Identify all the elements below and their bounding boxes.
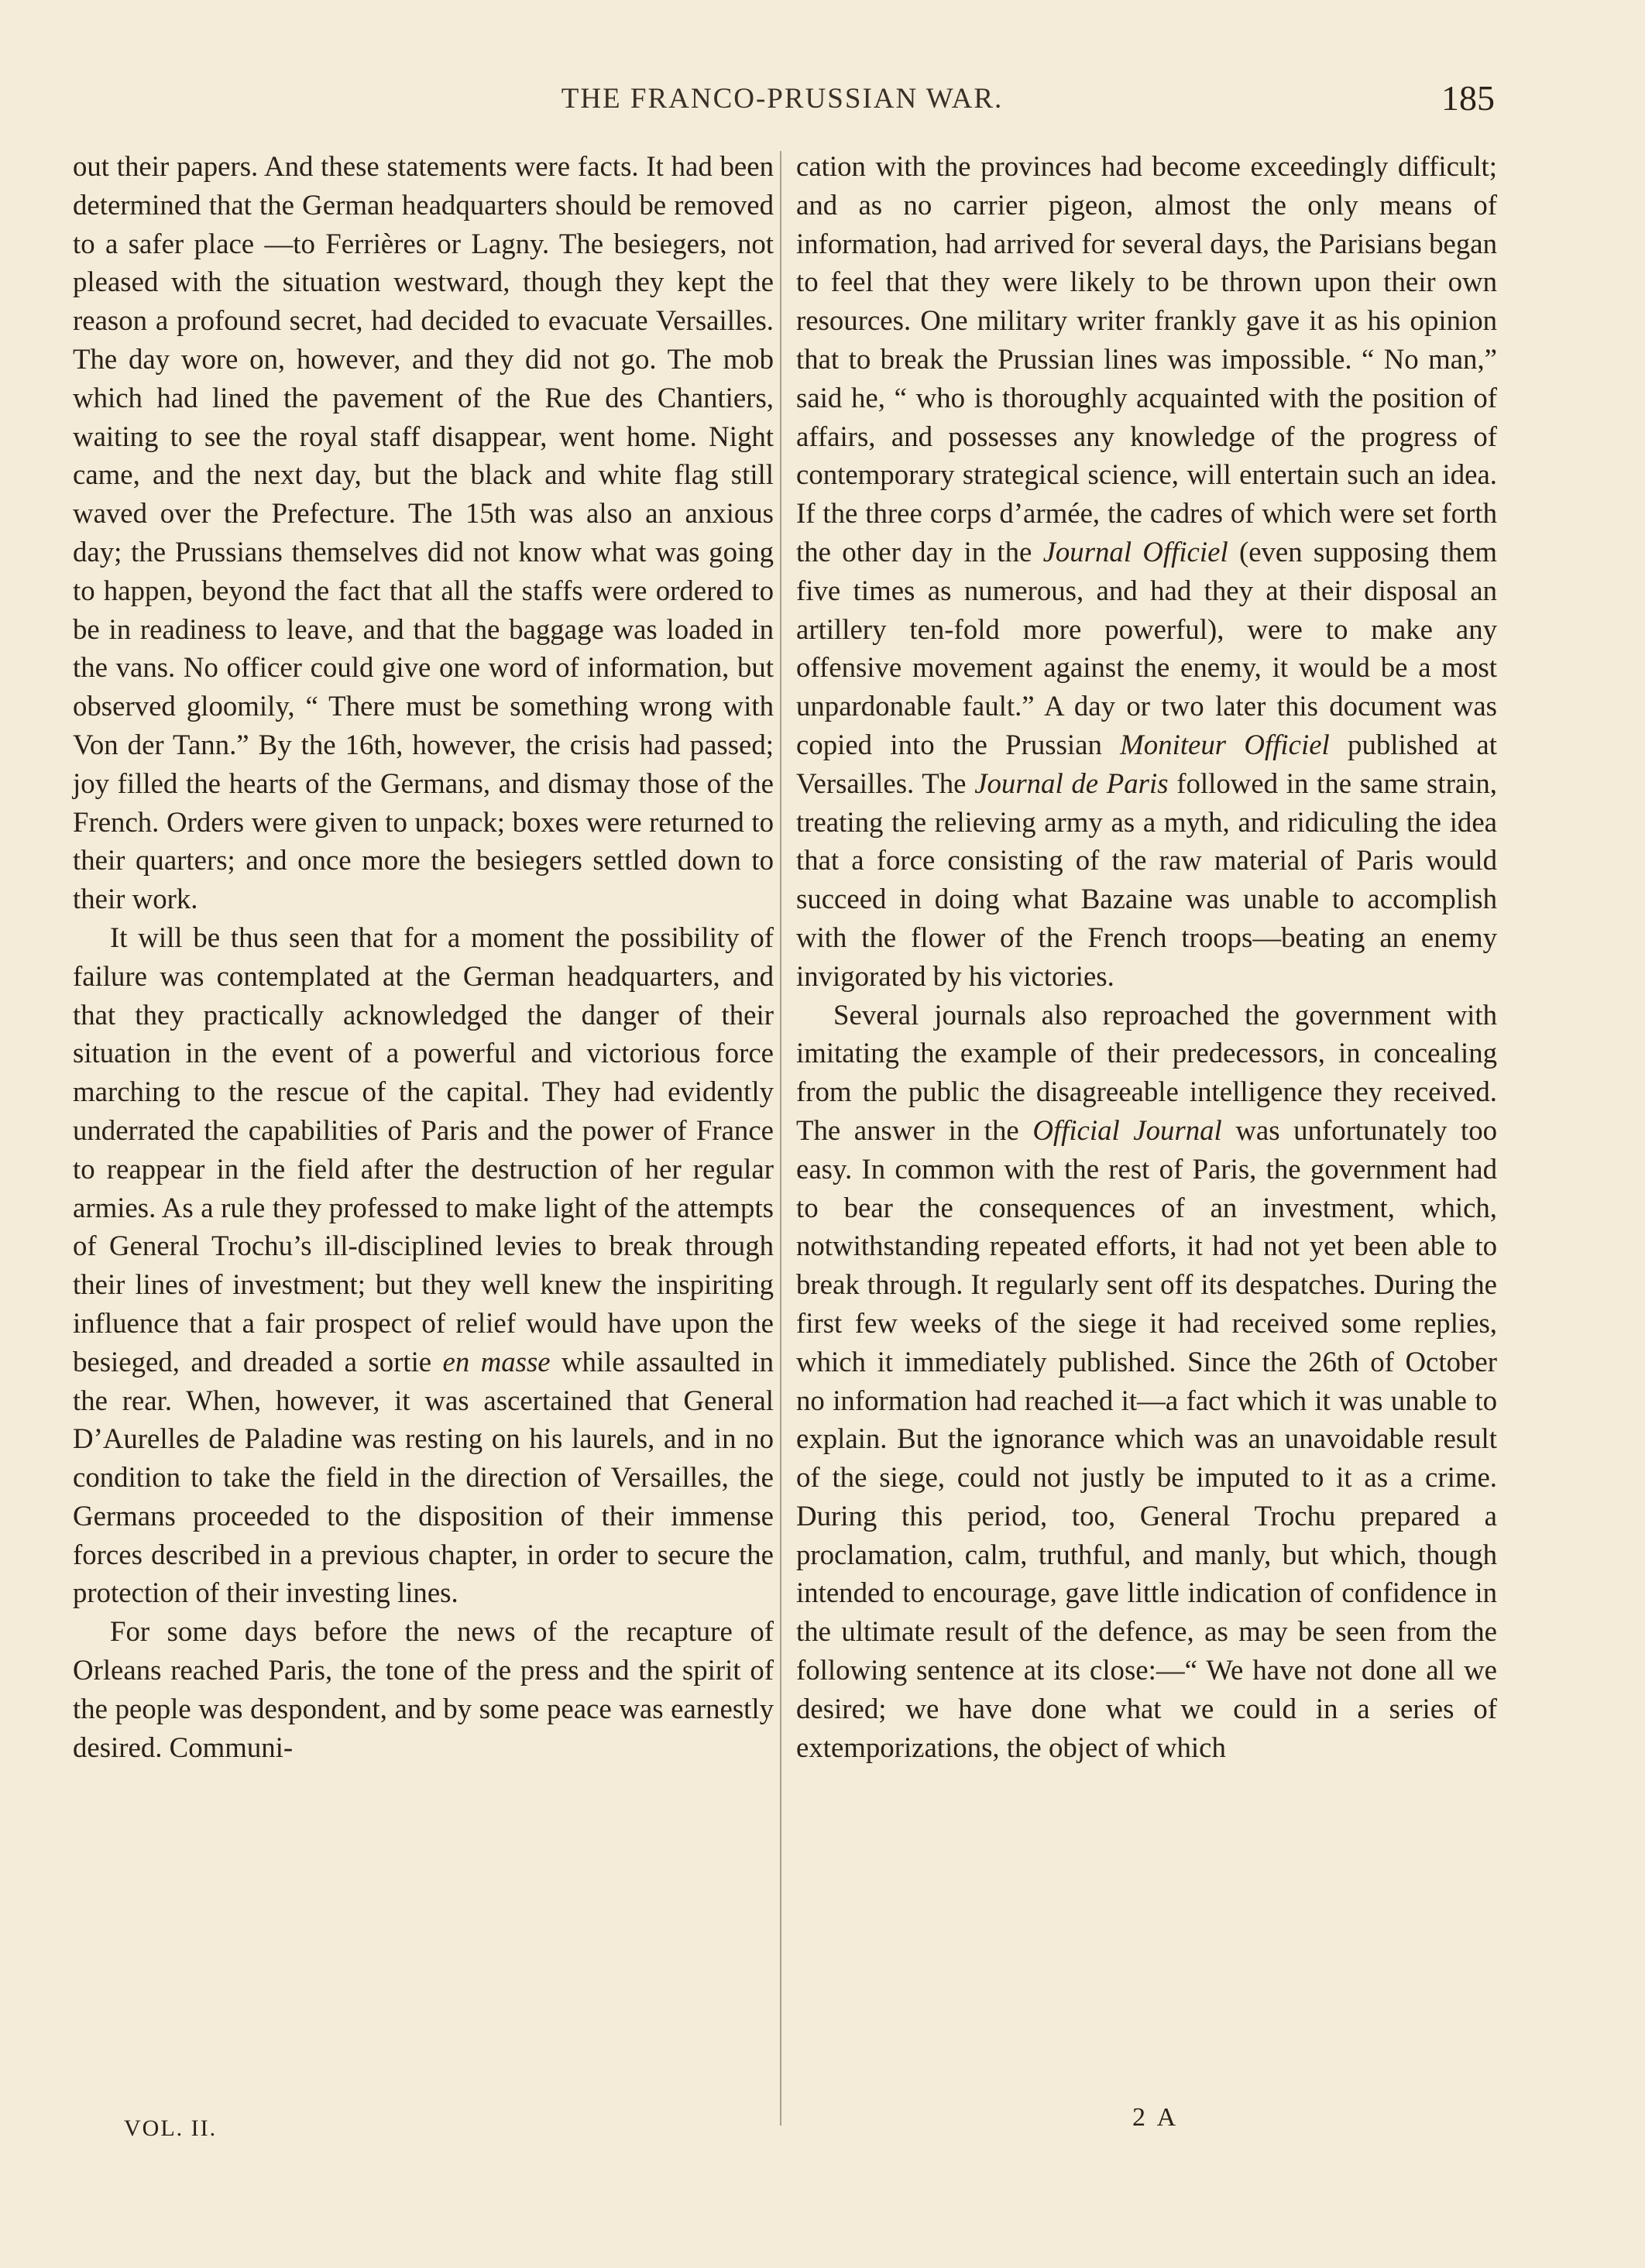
left-paragraph-2 (73, 918, 774, 1612)
running-head (70, 77, 1495, 124)
right-paragraph-1-emphasis-3: Journal de Paris (974, 767, 1169, 799)
right-paragraph-2-text-a: Several journals also reproached the government with imitating the example of their predecessors, in concealing from the public the disagreeable intelligence they received. The answer in the (796, 998, 1497, 1146)
right-paragraph-2-emphasis: Official Journal (1032, 1113, 1222, 1146)
right-column (796, 147, 1497, 1766)
left-paragraph-2-text-a: It will be thus seen that for a moment the possibility of failure was contemplated at the German headquarters, and that they practically acknowledged the danger of their situation in the event of a powerful and victorious force marching to the rescue of the capital. They had evidently underrated the capabilities of Paris and the power of France to reappear in the field after the destruction of her regular armies. As a rule they professed to make light of the attempts of General Trochu’s ill-disciplined levies to break through their lines of investment; but they well knew the inspiriting influence that a fair prospect of relief would have upon the besieged, and dreaded a sortie (73, 921, 774, 1378)
running-title: THE FRANCO-PRUSSIAN WAR. (561, 83, 1004, 115)
right-paragraph-1-emphasis-1: Journal Officiel (1042, 535, 1228, 568)
page-number: 185 (1441, 78, 1495, 118)
right-paragraph-2 (796, 996, 1497, 1767)
left-paragraph-2-text-b: while assaulted in the rear. When, however, it was ascertained that General D’Aurelles de Paladine was resting on his laurels, and in no condition to take the field in the direction of Versailles, the Germans proceeded to the disposition of their immense forces described in a previous chapter, in order to secure the protection of their investing lines. (73, 1345, 774, 1609)
right-paragraph-1-text-a: cation with the provinces had become exceedingly difficult; and as no carrier pigeon, almost the only means of information, had arrived for several days, the Parisians began to feel that they were likely to be thrown upon their own resources. One military writer frankly gave it as his opinion that to break the Prussian lines was impossible. “ No man,” said he, “ who is thoroughly acquainted with the position of affairs, and possesses any knowledge of the progress of contemporary strategical science, will entertain such an idea. If the three corps d’armée, the cadres of which were set forth the other day in the (796, 150, 1497, 568)
column-divider (780, 151, 781, 2126)
left-column (73, 147, 774, 1766)
right-paragraph-1-text-d: followed in the same strain, treating the relieving army as a myth, and ridiculing the idea that a force consisting of the raw material of Paris would succeed in doing what Bazaine was unable to accomplish with the flower of the French troops—beating an enemy invigorated by his victories. (796, 767, 1497, 992)
left-paragraph-3: For some days before the news of the recapture of Orleans reached Paris, the tone of the press and the spirit of the people was despondent, and by some peace was earnestly desired. Communi- (73, 1615, 774, 1763)
right-paragraph-1 (796, 147, 1497, 996)
right-paragraph-1-emphasis-2: Moniteur Officiel (1120, 728, 1330, 760)
signature-mark: 2 A (1132, 2103, 1180, 2132)
volume-footer: VOL. II. (124, 2115, 218, 2141)
right-paragraph-1-text-b: (even supposing them five times as numerous, and had they at their disposal an artillery ten-fold more powerful), were to make any offensive movement against the enemy, it would be a most unpardonable fault.” A day or two later this document was copied into the Prussian (796, 535, 1498, 760)
left-paragraph-2-emphasis: en masse (442, 1345, 551, 1378)
right-paragraph-2-text-b: was unfortunately too easy. In common with the rest of Paris, the government had to bear the consequences of an investment, which, notwithstanding repeated efforts, it had not yet been able to break through. It regularly sent off its despatches. During the first few weeks of the siege it had received some replies, which it immediately published. Since the 26th of October no information had reached it—a fact which it was unable to explain. But the ignorance which was an unavoidable result of the siege, could not justly be imputed to it as a crime. During this period, too, General Trochu prepared a proclamation, calm, truthful, and manly, but which, though intended to encourage, gave little indication of confidence in the ultimate result of the defence, as may be seen from the following sentence at its close:—“ We have not done all we desired; we have done what we could in a series of extemporizations, the object of which (796, 1113, 1497, 1763)
right-paragraph-1-text-c: published at Versailles. The (796, 728, 1497, 799)
left-paragraph-1: out their papers. And these statements were facts. It had been determined that the German headquarters should be removed to a safer place —to Ferrières or Lagny. The besiegers, not pleased with the situation westward, though they kept the reason a profound secret, had decided to evacuate Versailles. The day wore on, however, and they did not go. The mob which had lined the pavement of the Rue des Chantiers, waiting to see the royal staff disappear, went home. Night came, and the next day, but the black and white flag still waved over the Prefecture. The 15th was also an anxious day; the Prussians themselves did not know what was going to happen, beyond the fact that all the staffs were ordered to be in readiness to leave, and that the baggage was loaded in the vans. No officer could give one word of information, but observed gloomily, “ There must be something wrong with Von der Tann.” By the 16th, however, the crisis had passed; joy filled the hearts of the Germans, and dismay those of the French. Orders were given to unpack; boxes were returned to their quarters; and once more the besiegers settled down to their work. (73, 150, 774, 915)
